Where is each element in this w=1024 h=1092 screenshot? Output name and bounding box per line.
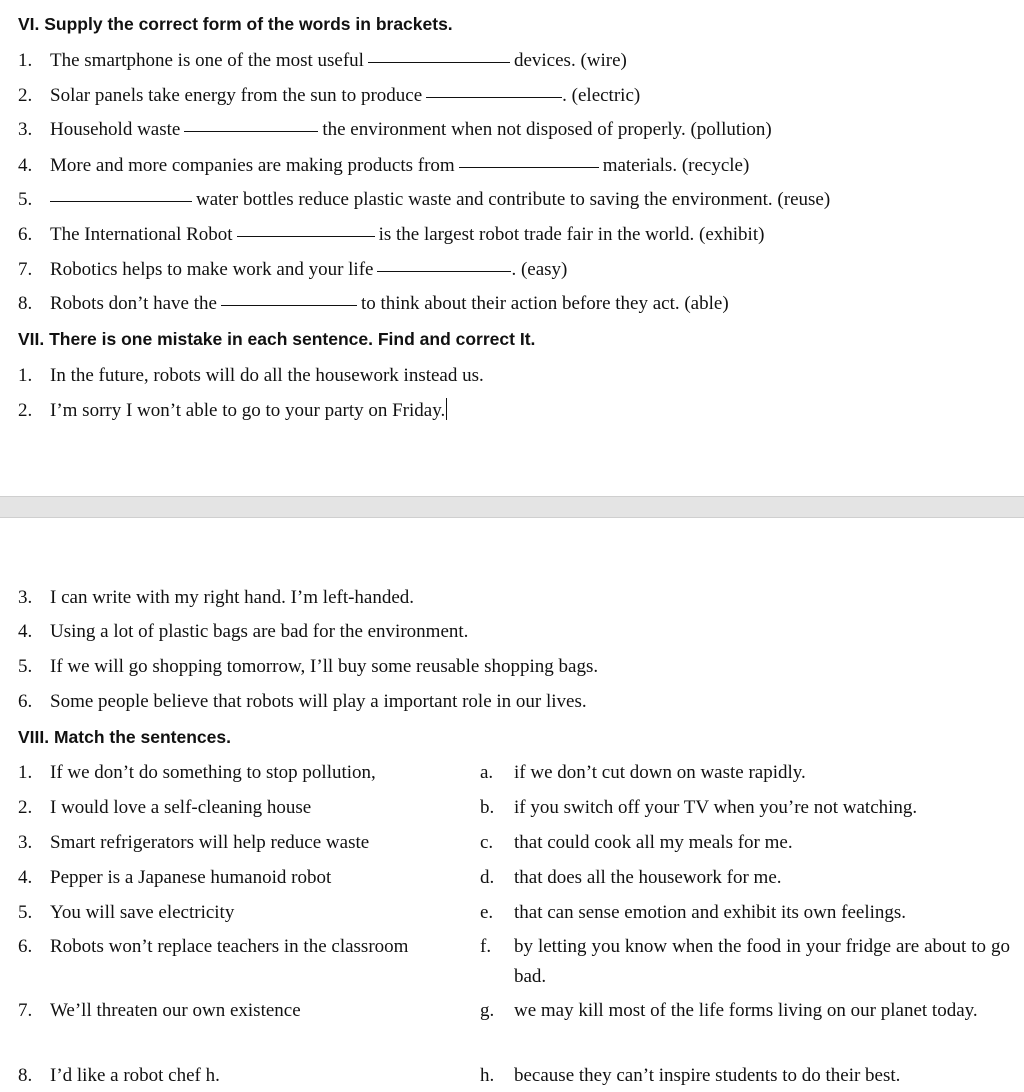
match-left-item-6: 6. Robots won’t replace teachers in the classroom [18, 936, 409, 957]
match-right-item-b: b. if you switch off your TV when you’re not watching. [480, 797, 918, 818]
fill-item-4: 4. More and more companies are making products from materials. (recycle) [18, 155, 750, 176]
answer-blank[interactable] [221, 304, 357, 306]
fill-item-1: 1. The smartphone is one of the most useful devices. (wire) [18, 50, 627, 71]
fill-item-5: 5. water bottles reduce plastic waste and contribute to saving the environment. (reuse) [18, 189, 831, 210]
match-left-item-1: 1. If we don’t do something to stop pollution, [18, 762, 376, 783]
match-right-item-f: f. by letting you know when the food in your fridge are about to go bad. [480, 936, 1010, 987]
mistake-item-2: 2. I’m sorry I won’t able to go to your party on Friday. [18, 400, 446, 421]
mistake-item-5: 5. If we will go shopping tomorrow, I’ll buy some reusable shopping bags. [18, 656, 599, 677]
match-right-item-d: d. that does all the housework for me. [480, 867, 782, 888]
answer-blank[interactable] [368, 61, 510, 63]
section-viii-heading: VIII. Match the sentences. [18, 727, 231, 747]
match-right-item-h: h. because they can’t inspire students to do their best. [480, 1065, 901, 1086]
answer-blank[interactable] [459, 166, 599, 168]
match-left-item-7: 7. We’ll threaten our own existence [18, 1000, 301, 1021]
match-left-item-2: 2. I would love a self-cleaning house [18, 797, 312, 818]
text-cursor [446, 398, 447, 420]
answer-blank[interactable] [426, 96, 562, 98]
match-left-item-5: 5. You will save electricity [18, 902, 235, 923]
mistake-item-6: 6. Some people believe that robots will play a important role in our lives. [18, 691, 587, 712]
mistake-item-3: 3. I can write with my right hand. I’m left-handed. [18, 587, 415, 608]
answer-blank[interactable] [377, 270, 511, 272]
match-right-item-e: e. that can sense emotion and exhibit its own feelings. [480, 902, 907, 923]
match-right-item-c: c. that could cook all my meals for me. [480, 832, 793, 853]
fill-item-6: 6. The International Robot is the largest robot trade fair in the world. (exhibit) [18, 224, 765, 245]
match-left-item-3: 3. Smart refrigerators will help reduce waste [18, 832, 370, 853]
answer-blank[interactable] [50, 200, 192, 202]
answer-blank[interactable] [237, 235, 375, 237]
match-right-item-a: a. if we don’t cut down on waste rapidly. [480, 762, 806, 783]
mistake-item-4: 4. Using a lot of plastic bags are bad for the environment. [18, 621, 469, 642]
section-vii-heading: VII. There is one mistake in each sentence. Find and correct It. [18, 329, 536, 349]
fill-item-2: 2. Solar panels take energy from the sun to produce . (electric) [18, 85, 641, 106]
section-vi-heading: VI. Supply the correct form of the words in brackets. [18, 14, 453, 34]
match-left-item-8: 8. I’d like a robot chef h. [18, 1065, 220, 1086]
fill-item-8: 8. Robots don’t have the to think about their action before they act. (able) [18, 293, 729, 314]
mistake-item-1: 1. In the future, robots will do all the housework instead us. [18, 365, 484, 386]
fill-item-3: 3. Household waste the environment when not disposed of properly. (pollution) [18, 119, 772, 140]
match-right-item-g: g. we may kill most of the life forms living on our planet today. [480, 1000, 978, 1021]
answer-blank[interactable] [184, 130, 318, 132]
page-break-divider [0, 496, 1024, 518]
match-left-item-4: 4. Pepper is a Japanese humanoid robot [18, 867, 332, 888]
fill-item-7: 7. Robotics helps to make work and your life . (easy) [18, 259, 568, 280]
